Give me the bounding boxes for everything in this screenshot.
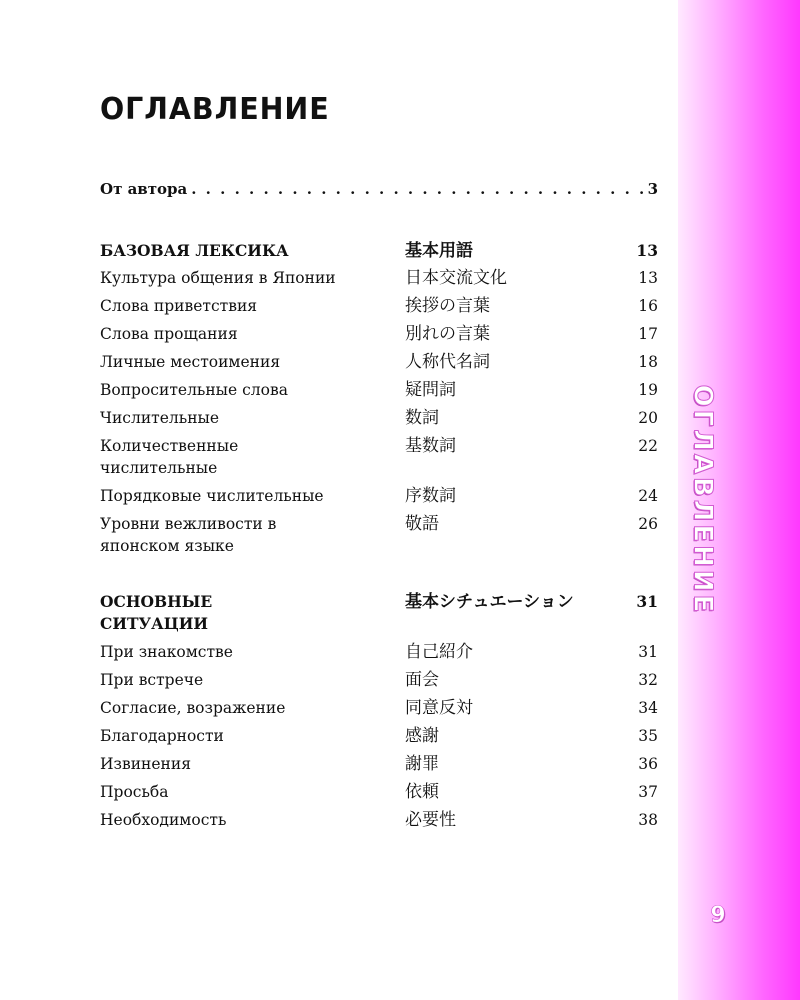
- toc-item-jp: 人称代名詞: [405, 352, 490, 372]
- toc-item[interactable]: [100, 267, 658, 295]
- toc-section-basic-situations[interactable]: [100, 591, 658, 641]
- toc-author-label: От автора: [100, 180, 188, 198]
- toc-item-page: 18: [638, 353, 658, 371]
- toc-item-page: 22: [638, 437, 658, 455]
- toc-author-page: 3: [647, 180, 658, 198]
- toc-item-page: 26: [638, 515, 658, 533]
- toc-item-page: 19: [638, 381, 658, 399]
- toc-item-ru: Извинения: [100, 755, 191, 773]
- toc-item[interactable]: [100, 809, 658, 837]
- toc-item-ru: Количественные числительные: [100, 437, 239, 477]
- toc-item-jp: 別れの言葉: [405, 324, 490, 344]
- toc-item-jp: 謝罪: [405, 754, 439, 774]
- toc-item[interactable]: [100, 641, 658, 669]
- toc-item-page: 35: [638, 727, 658, 745]
- toc-item[interactable]: [100, 697, 658, 725]
- toc-item[interactable]: [100, 781, 658, 809]
- toc-item-page: 24: [638, 487, 658, 505]
- toc-item[interactable]: [100, 379, 658, 407]
- toc-section-ru: ОСНОВНЫЕ СИТУАЦИИ: [100, 592, 213, 633]
- toc-item-ru: При знакомстве: [100, 643, 233, 661]
- toc-item-ru: Числительные: [100, 409, 220, 427]
- toc-item-page: 31: [638, 643, 658, 661]
- toc-item-page: 16: [638, 297, 658, 315]
- toc-section-ru: БАЗОВАЯ ЛЕКСИКА: [100, 241, 289, 260]
- toc-item-page: 13: [638, 269, 658, 287]
- toc-item[interactable]: [100, 669, 658, 697]
- side-running-title: [682, 384, 722, 616]
- toc-item-page: 36: [638, 755, 658, 773]
- toc-item[interactable]: [100, 753, 658, 781]
- toc-item-ru: При встрече: [100, 671, 204, 689]
- toc-item[interactable]: [100, 435, 658, 485]
- toc-section-page: 31: [636, 592, 658, 611]
- toc-item-jp: 日本交流文化: [405, 268, 507, 288]
- toc-item-ru: Согласие, возражение: [100, 699, 286, 717]
- toc-item-ru: Уровни вежливости в японском языке: [100, 515, 277, 555]
- toc-section-basic-vocabulary[interactable]: [100, 240, 658, 268]
- toc-item-jp: 挨拶の言葉: [405, 296, 490, 316]
- toc-item-jp: 感謝: [405, 726, 439, 746]
- toc-item-ru: Вопросительные слова: [100, 381, 288, 399]
- toc-item-jp: 数詞: [405, 408, 439, 428]
- toc-item-jp: 自己紹介: [405, 642, 473, 662]
- dot-leader: [191, 180, 643, 198]
- toc-item-page: 17: [638, 325, 658, 343]
- toc-item[interactable]: [100, 407, 658, 435]
- toc-item-jp: 依頼: [405, 782, 439, 802]
- toc-item-page: 34: [638, 699, 658, 717]
- toc-item-ru: Слова приветствия: [100, 297, 258, 315]
- toc-item[interactable]: [100, 323, 658, 351]
- toc-section-jp: 基本シチュエーション: [405, 592, 574, 612]
- toc-item-ru: Личные местоимения: [100, 353, 281, 371]
- toc-item-ru: Необходимость: [100, 811, 227, 829]
- page-number: 9: [710, 903, 726, 928]
- toc-item-ru: Слова прощания: [100, 325, 238, 343]
- toc-item-jp: 敬語: [405, 514, 439, 534]
- toc-item[interactable]: [100, 351, 658, 379]
- toc-item-jp: 必要性: [405, 810, 456, 830]
- toc-item[interactable]: [100, 725, 658, 753]
- toc-item-ru: Порядковые числительные: [100, 487, 324, 505]
- toc-section-page: 13: [636, 241, 658, 260]
- toc-item-ru: Культура общения в Японии: [100, 269, 336, 287]
- toc-item[interactable]: [100, 295, 658, 323]
- toc-author-row[interactable]: [100, 180, 658, 198]
- toc-item-page: 38: [638, 811, 658, 829]
- toc-item[interactable]: [100, 485, 658, 513]
- toc-item-ru: Благодарности: [100, 727, 224, 745]
- toc-item-page: 20: [638, 409, 658, 427]
- toc-item-jp: 面会: [405, 670, 439, 690]
- toc-item-jp: 同意反対: [405, 698, 473, 718]
- toc-item-page: 37: [638, 783, 658, 801]
- toc-item-jp: 疑問詞: [405, 380, 456, 400]
- toc-item-jp: 基数詞: [405, 436, 456, 456]
- side-running-title-text: ОГЛАВЛЕНИЕ: [687, 384, 717, 616]
- toc-item-jp: 序数詞: [405, 486, 456, 506]
- toc-item-ru: Просьба: [100, 783, 169, 801]
- toc-item-page: 32: [638, 671, 658, 689]
- page-title: ОГЛАВЛЕНИЕ: [100, 92, 330, 127]
- toc-section-jp: 基本用語: [405, 241, 473, 261]
- toc-item[interactable]: [100, 513, 658, 563]
